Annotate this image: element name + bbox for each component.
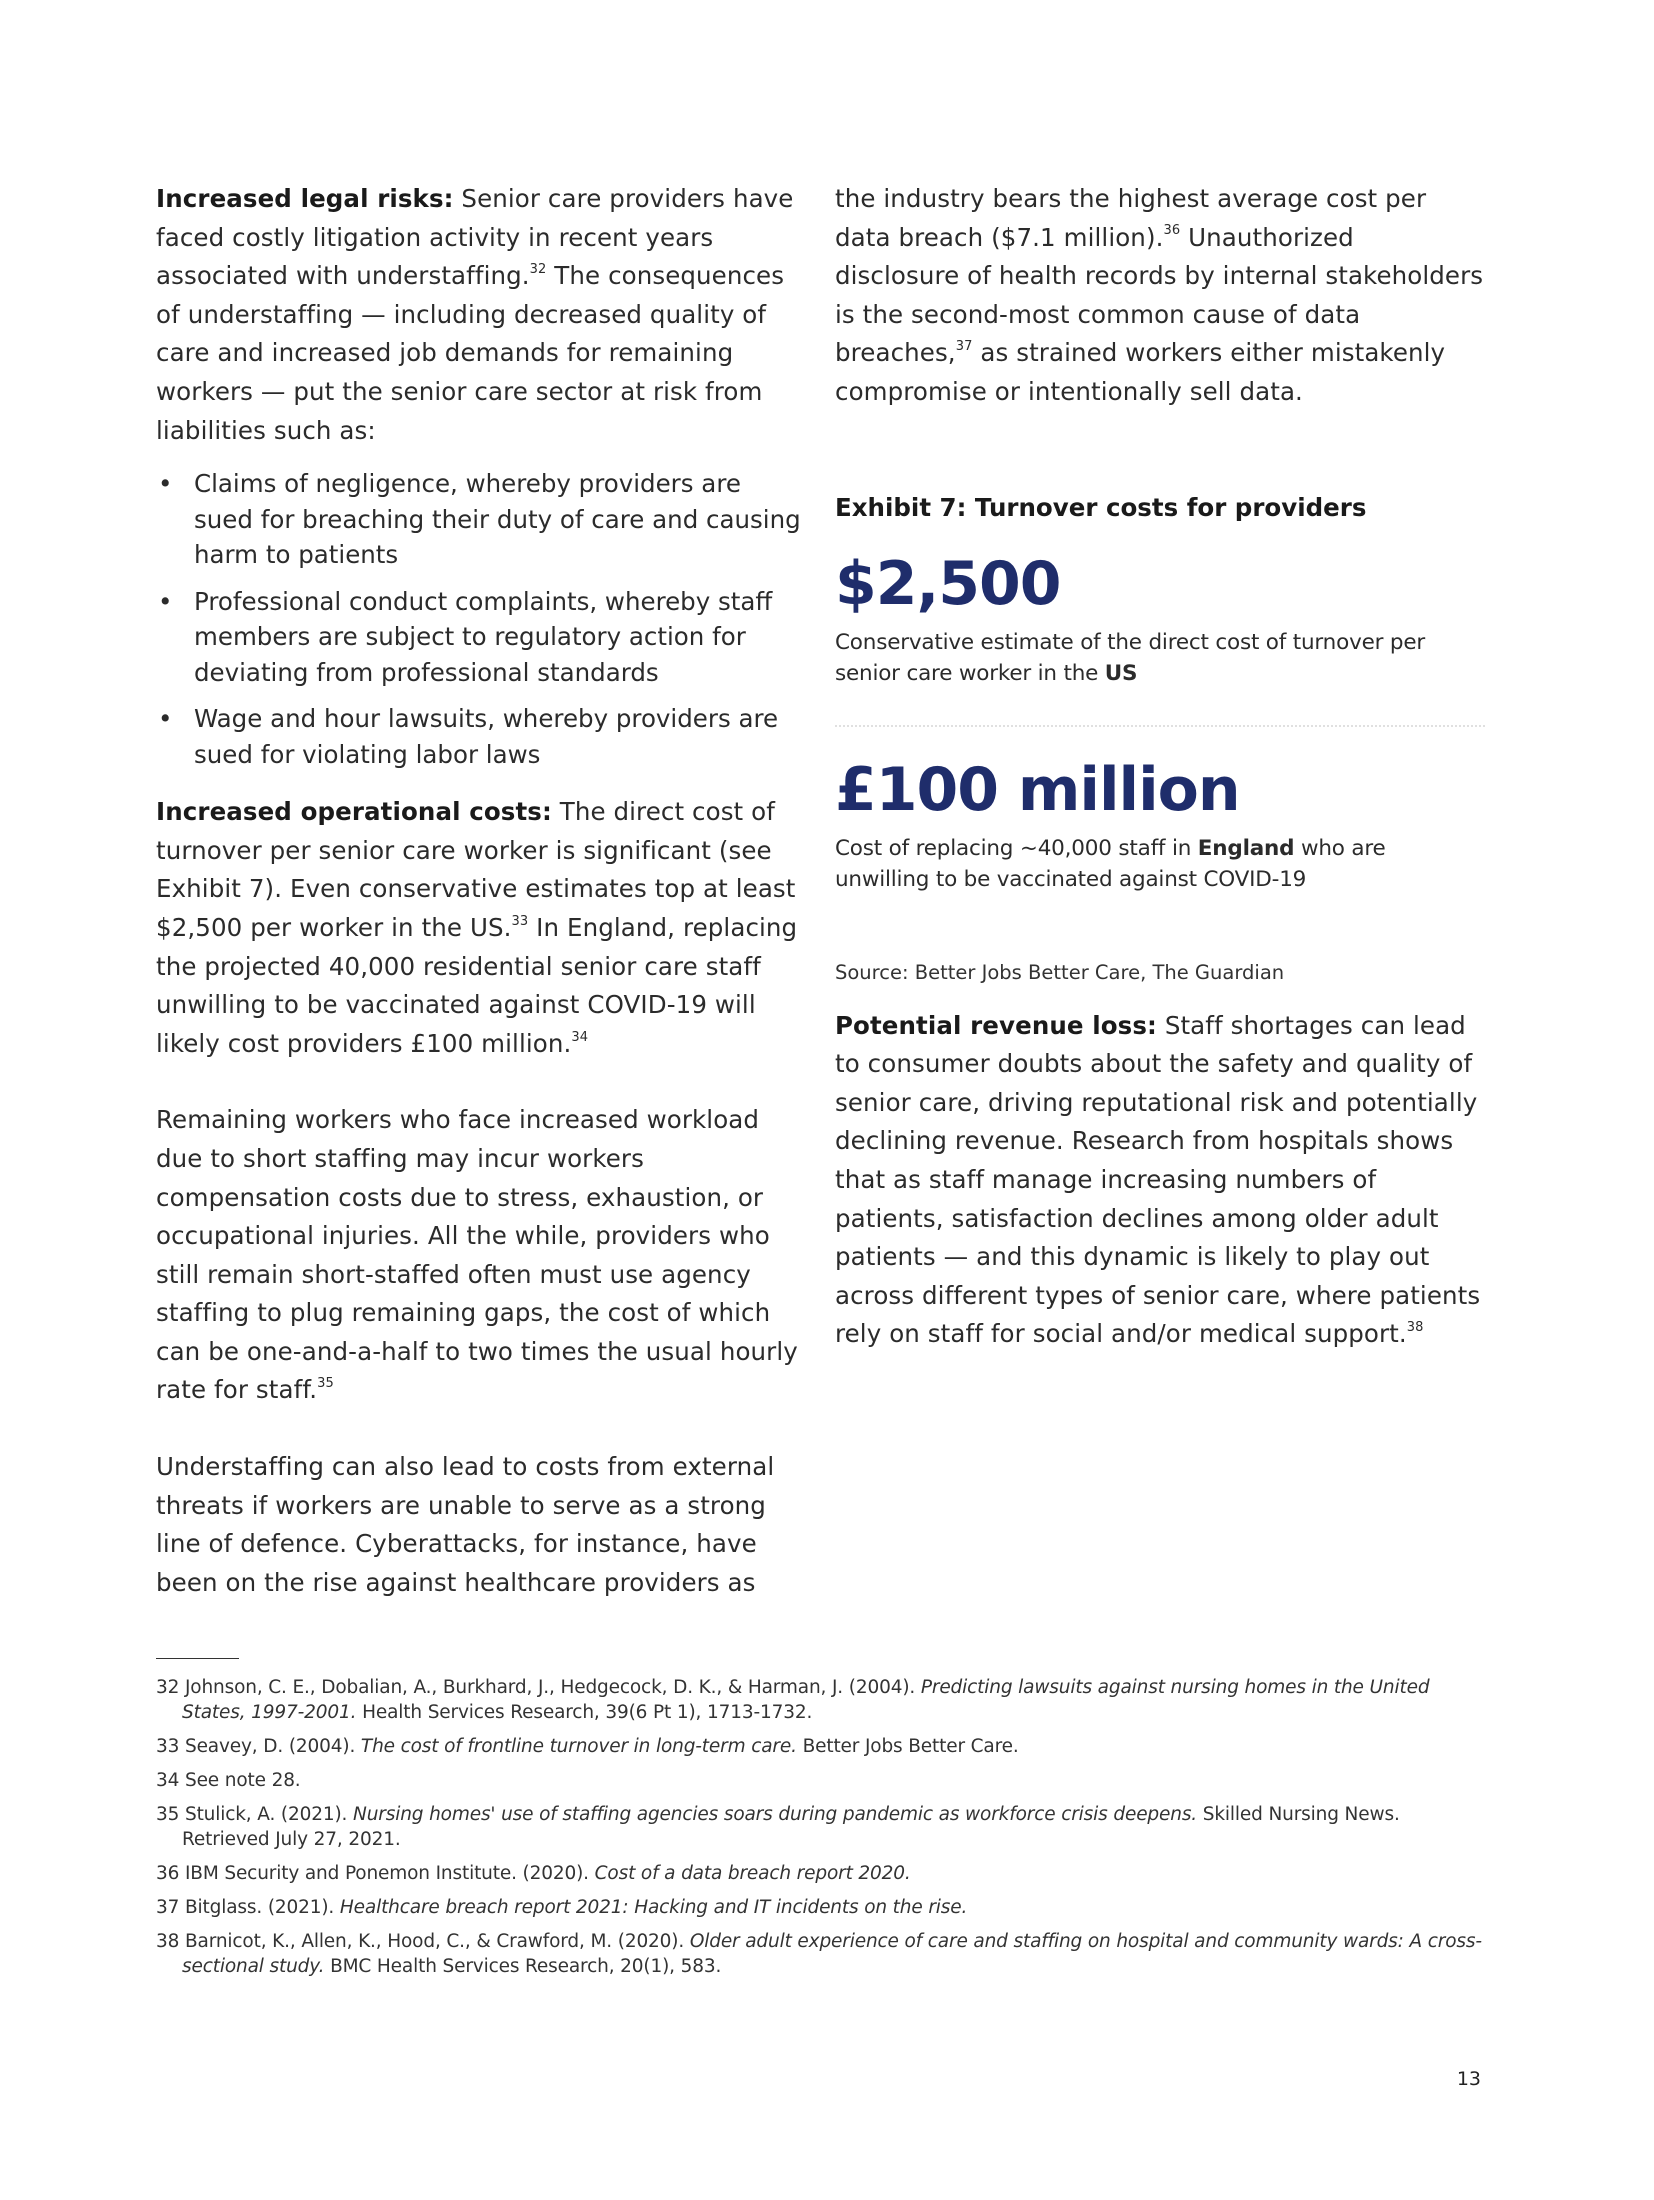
footnote-ref[interactable]: 35 <box>317 1376 334 1392</box>
list-item: • Wage and hour lawsuits, whereby providers are sued for violating labor laws <box>156 701 806 772</box>
exhibit-source: Source: Better Jobs Better Care, The Guardian <box>835 960 1285 984</box>
paragraph-data-breach: the industry bears the highest average cost per data breach ($7.1 million).$^{36}$ Unauthorized disclosure of health records by internal stakeholders is the second-most common cause of data breaches,$^{37}$ as strained workers either mistakenly compromise or intentionally sell data. <box>835 184 1484 406</box>
footnote-item: 37 Bitglass. (2021). Healthcare breach report 2021: Hacking and IT incidents on the rise. <box>156 1897 968 1918</box>
footnote-item: 38 Barnicot, K., Allen, K., Hood, C., & Crawford, M. (2020). Older adult experience of care and staffing on hospital and community wards: A cross-sectional study. BMC Health Services Research, 20(1), 583. <box>156 1931 1482 1977</box>
footnote-ref[interactable]: 36 <box>1163 223 1181 239</box>
footnotes <box>156 1675 1486 1988</box>
footnote-item: 35 Stulick, A. (2021). Nursing homes' use of staffing agencies soars during pandemic as workforce crisis deepens. Skilled Nursing News. Retrieved July 27, 2021. <box>156 1804 1400 1850</box>
divider <box>835 725 1485 727</box>
stat-england-cost-description: Cost of replacing ~40,000 staff in England who are unwilling to be vaccinated against COVID-19 <box>835 835 1386 892</box>
footnote-item: 33 Seavey, D. (2004). The cost of frontline turnover in long-term care. Better Jobs Better Care. <box>156 1736 1019 1757</box>
left-column <box>156 180 806 1602</box>
paragraph-operational-costs: Increased operational costs: The direct cost of turnover per senior care worker is significant (see Exhibit 7). Even conservative estimates top at least $2,500 per worker in the US.$^{33}$ In England, replacing the projected 40,000 residential senior care staff unwilling to be vaccinated against COVID-19 will likely cost providers £100 million.$^{34}$ <box>156 797 798 1058</box>
stat-england-cost-value: £100 million <box>835 754 1240 825</box>
paragraph-revenue-loss: Potential revenue loss: Staff shortages can lead to consumer doubts about the safety and quality of senior care, driving reputational risk and potentially declining revenue. Research from hospitals shows that as staff manage increasing numbers of patients, satisfaction declines among older adult patients — and this dynamic is likely to play out across different types of senior care, where patients rely on staff for social and/or medical support.$^{38}$ <box>835 1010 1481 1349</box>
footnote-item: 36 IBM Security and Ponemon Institute. (2020). Cost of a data breach report 2020. <box>156 1863 911 1884</box>
footnote-ref[interactable]: 34 <box>571 1029 589 1045</box>
footnote-ref[interactable]: 33 <box>511 913 529 929</box>
heading-revenue-loss: Potential revenue loss: <box>835 1010 1157 1040</box>
footnote-item: 34 See note 28. <box>156 1770 301 1791</box>
paragraph-workers-compensation: Remaining workers who face increased workload due to short staffing may incur workers compensation costs due to stress, exhaustion, or occupational injuries. All the while, providers who still remain short-staffed often must use agency staffing to plug remaining gaps, the cost of which can be one-and-a-half to two times the usual hourly rate for staff.$^{35}$ <box>156 1105 798 1405</box>
paragraph-legal-risks: Increased legal risks: Senior care providers have faced costly litigation activity in recent years associated with understaffing.$^{32}$ The consequences of understaffing — including decreased quality of care and increased job demands for remaining workers — put the senior care sector at risk from liabilities such as: <box>156 184 794 445</box>
heading-legal-risks: Increased legal risks: <box>156 184 454 213</box>
exhibit-title: Exhibit 7: Turnover costs for providers <box>835 492 1367 522</box>
liabilities-list <box>156 466 806 772</box>
footnote-ref[interactable]: 37 <box>955 339 973 355</box>
list-item: • Professional conduct complaints, whereby staff members are subject to regulatory action for deviating from professional standards <box>156 584 806 691</box>
stat-us-cost-description: Conservative estimate of the direct cost of turnover per senior care worker in the US <box>835 629 1426 686</box>
right-column <box>835 180 1485 1354</box>
page-number: 13 <box>1456 2068 1481 2090</box>
paragraph-external-threats: Understaffing can also lead to costs from external threats if workers are unable to serve as a strong line of defence. Cyberattacks, for instance, have been on the rise against healthcare providers as <box>156 1452 775 1597</box>
stat-us-cost-value: $2,500 <box>835 548 1061 619</box>
footnote-ref[interactable]: 32 <box>529 262 547 278</box>
footnote-separator <box>156 1658 239 1659</box>
footnote-item: 32 Johnson, C. E., Dobalian, A., Burkhard, J., Hedgecock, D. K., & Harman, J. (2004). Predicting lawsuits against nursing homes in the United States, 1997-2001. Health Services Research, 39(6 Pt 1), 1713-1732. <box>156 1677 1430 1723</box>
heading-operational-costs: Increased operational costs: <box>156 797 552 827</box>
list-item: • Claims of negligence, whereby providers are sued for breaching their duty of care and causing harm to patients <box>156 466 806 573</box>
footnote-ref[interactable]: 38 <box>1406 1320 1424 1336</box>
